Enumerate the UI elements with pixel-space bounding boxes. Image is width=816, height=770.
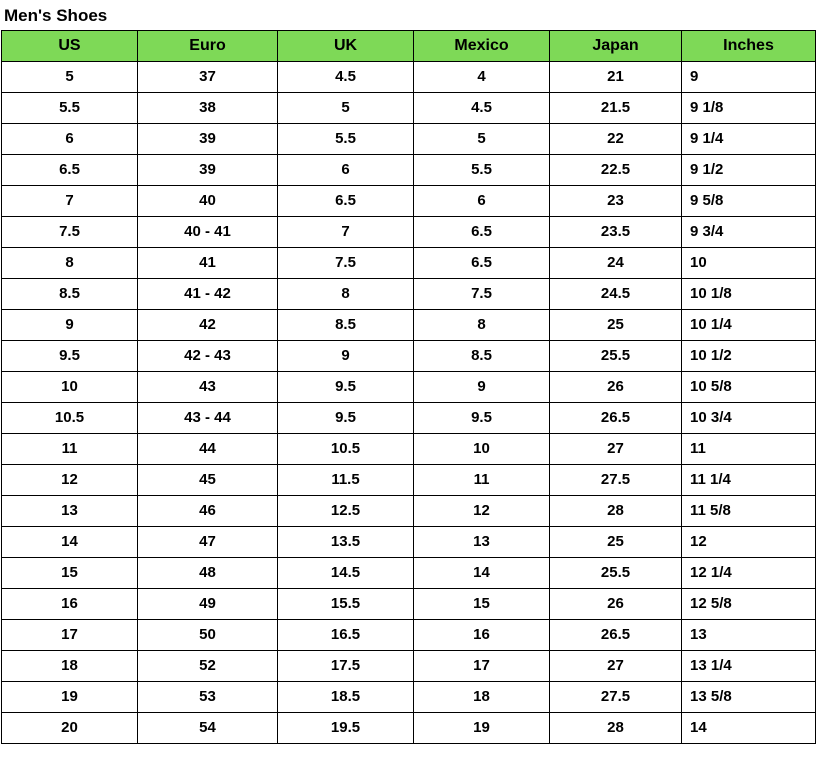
table-cell: 9 [414,372,550,403]
table-cell: 17.5 [278,651,414,682]
table-cell: 37 [138,62,278,93]
table-row [2,186,816,217]
table-row [2,341,816,372]
table-cell: 38 [138,93,278,124]
table-cell: 13 5/8 [682,682,816,713]
table-cell: 24 [550,248,682,279]
table-cell: 26 [550,372,682,403]
table-cell: 21 [550,62,682,93]
table-cell: 20 [2,713,138,744]
table-cell: 18 [414,682,550,713]
table-cell: 17 [2,620,138,651]
table-cell: 52 [138,651,278,682]
table-cell: 43 [138,372,278,403]
table-cell: 19 [414,713,550,744]
table-row [2,713,816,744]
table-cell: 10 [414,434,550,465]
table-cell: 26 [550,589,682,620]
table-cell: 11 [682,434,816,465]
table-cell: 9 5/8 [682,186,816,217]
table-cell: 9 1/2 [682,155,816,186]
table-cell: 54 [138,713,278,744]
table-cell: 10 3/4 [682,403,816,434]
table-cell: 16 [2,589,138,620]
table-cell: 8.5 [414,341,550,372]
table-header [2,31,816,62]
table-cell: 42 [138,310,278,341]
table-cell: 9 [2,310,138,341]
table-row [2,62,816,93]
table-cell: 15.5 [278,589,414,620]
table-cell: 9.5 [278,403,414,434]
table-row [2,651,816,682]
column-header-us: US [2,31,138,62]
table-cell: 5.5 [2,93,138,124]
table-cell: 6.5 [414,248,550,279]
table-row [2,93,816,124]
table-cell: 11 1/4 [682,465,816,496]
table-cell: 41 [138,248,278,279]
table-row [2,589,816,620]
table-cell: 26.5 [550,620,682,651]
table-cell: 12 5/8 [682,589,816,620]
table-cell: 10 1/4 [682,310,816,341]
table-cell: 9 1/8 [682,93,816,124]
table-cell: 5 [278,93,414,124]
table-cell: 4.5 [414,93,550,124]
table-row [2,558,816,589]
table-cell: 6.5 [414,217,550,248]
table-row [2,527,816,558]
table-cell: 11 [2,434,138,465]
table-cell: 6.5 [278,186,414,217]
table-row [2,217,816,248]
table-cell: 25 [550,310,682,341]
table-cell: 22 [550,124,682,155]
table-cell: 25.5 [550,341,682,372]
table-cell: 9.5 [2,341,138,372]
table-cell: 25.5 [550,558,682,589]
table-cell: 18.5 [278,682,414,713]
table-cell: 10 1/8 [682,279,816,310]
table-cell: 10 [682,248,816,279]
table-cell: 18 [2,651,138,682]
column-header-inches: Inches [682,31,816,62]
table-cell: 8.5 [2,279,138,310]
table-cell: 50 [138,620,278,651]
table-cell: 11.5 [278,465,414,496]
table-cell: 39 [138,124,278,155]
table-cell: 14 [682,713,816,744]
table-cell: 10 5/8 [682,372,816,403]
table-cell: 14 [414,558,550,589]
table-cell: 13 1/4 [682,651,816,682]
table-cell: 8 [2,248,138,279]
table-cell: 24.5 [550,279,682,310]
table-cell: 13 [682,620,816,651]
table-cell: 27 [550,434,682,465]
table-cell: 27.5 [550,465,682,496]
table-row [2,279,816,310]
table-cell: 14.5 [278,558,414,589]
column-header-japan: Japan [550,31,682,62]
table-cell: 11 [414,465,550,496]
table-row [2,155,816,186]
table-cell: 9.5 [414,403,550,434]
table-cell: 12 [414,496,550,527]
table-cell: 5 [414,124,550,155]
table-row [2,434,816,465]
table-cell: 7.5 [2,217,138,248]
page-title: Men's Shoes [4,6,108,25]
table-row [2,372,816,403]
shoe-size-table [1,30,816,744]
table-cell: 15 [414,589,550,620]
table-cell: 10 [2,372,138,403]
table-cell: 53 [138,682,278,713]
table-cell: 7.5 [278,248,414,279]
table-cell: 8 [414,310,550,341]
table-row [2,124,816,155]
column-header-uk: UK [278,31,414,62]
table-cell: 48 [138,558,278,589]
table-row [2,682,816,713]
table-cell: 12 [2,465,138,496]
table-row [2,496,816,527]
table-cell: 16 [414,620,550,651]
table-cell: 5.5 [278,124,414,155]
table-cell: 4 [414,62,550,93]
table-cell: 45 [138,465,278,496]
table-cell: 7.5 [414,279,550,310]
table-cell: 11 5/8 [682,496,816,527]
table-cell: 10.5 [2,403,138,434]
table-cell: 6 [414,186,550,217]
table-cell: 6 [2,124,138,155]
table-cell: 10.5 [278,434,414,465]
table-row [2,465,816,496]
table-cell: 9.5 [278,372,414,403]
table-row [2,403,816,434]
table-cell: 22.5 [550,155,682,186]
table-cell: 12 1/4 [682,558,816,589]
table-row [2,310,816,341]
table-row [2,248,816,279]
table-cell: 4.5 [278,62,414,93]
table-cell: 12 [682,527,816,558]
table-cell: 13 [2,496,138,527]
table-cell: 49 [138,589,278,620]
table-cell: 27.5 [550,682,682,713]
table-cell: 8 [278,279,414,310]
table-cell: 43 - 44 [138,403,278,434]
table-cell: 28 [550,713,682,744]
table-cell: 16.5 [278,620,414,651]
table-cell: 13.5 [278,527,414,558]
table-cell: 12.5 [278,496,414,527]
table-cell: 40 - 41 [138,217,278,248]
table-cell: 10 1/2 [682,341,816,372]
table-cell: 27 [550,651,682,682]
table-cell: 46 [138,496,278,527]
table-row [2,620,816,651]
table-cell: 17 [414,651,550,682]
table-cell: 9 [278,341,414,372]
column-header-mexico: Mexico [414,31,550,62]
table-cell: 23 [550,186,682,217]
table-header-row [2,31,816,62]
table-cell: 8.5 [278,310,414,341]
table-cell: 14 [2,527,138,558]
table-cell: 5 [2,62,138,93]
table-cell: 47 [138,527,278,558]
table-cell: 15 [2,558,138,589]
table-cell: 19.5 [278,713,414,744]
table-cell: 7 [2,186,138,217]
table-cell: 13 [414,527,550,558]
table-cell: 9 1/4 [682,124,816,155]
table-cell: 5.5 [414,155,550,186]
table-cell: 23.5 [550,217,682,248]
table-cell: 6.5 [2,155,138,186]
table-cell: 41 - 42 [138,279,278,310]
table-cell: 21.5 [550,93,682,124]
table-body [2,62,816,744]
table-cell: 42 - 43 [138,341,278,372]
table-cell: 26.5 [550,403,682,434]
table-cell: 19 [2,682,138,713]
table-cell: 25 [550,527,682,558]
column-header-euro: Euro [138,31,278,62]
table-cell: 40 [138,186,278,217]
table-cell: 44 [138,434,278,465]
table-cell: 39 [138,155,278,186]
table-cell: 9 3/4 [682,217,816,248]
table-cell: 9 [682,62,816,93]
table-cell: 6 [278,155,414,186]
table-cell: 28 [550,496,682,527]
table-cell: 7 [278,217,414,248]
